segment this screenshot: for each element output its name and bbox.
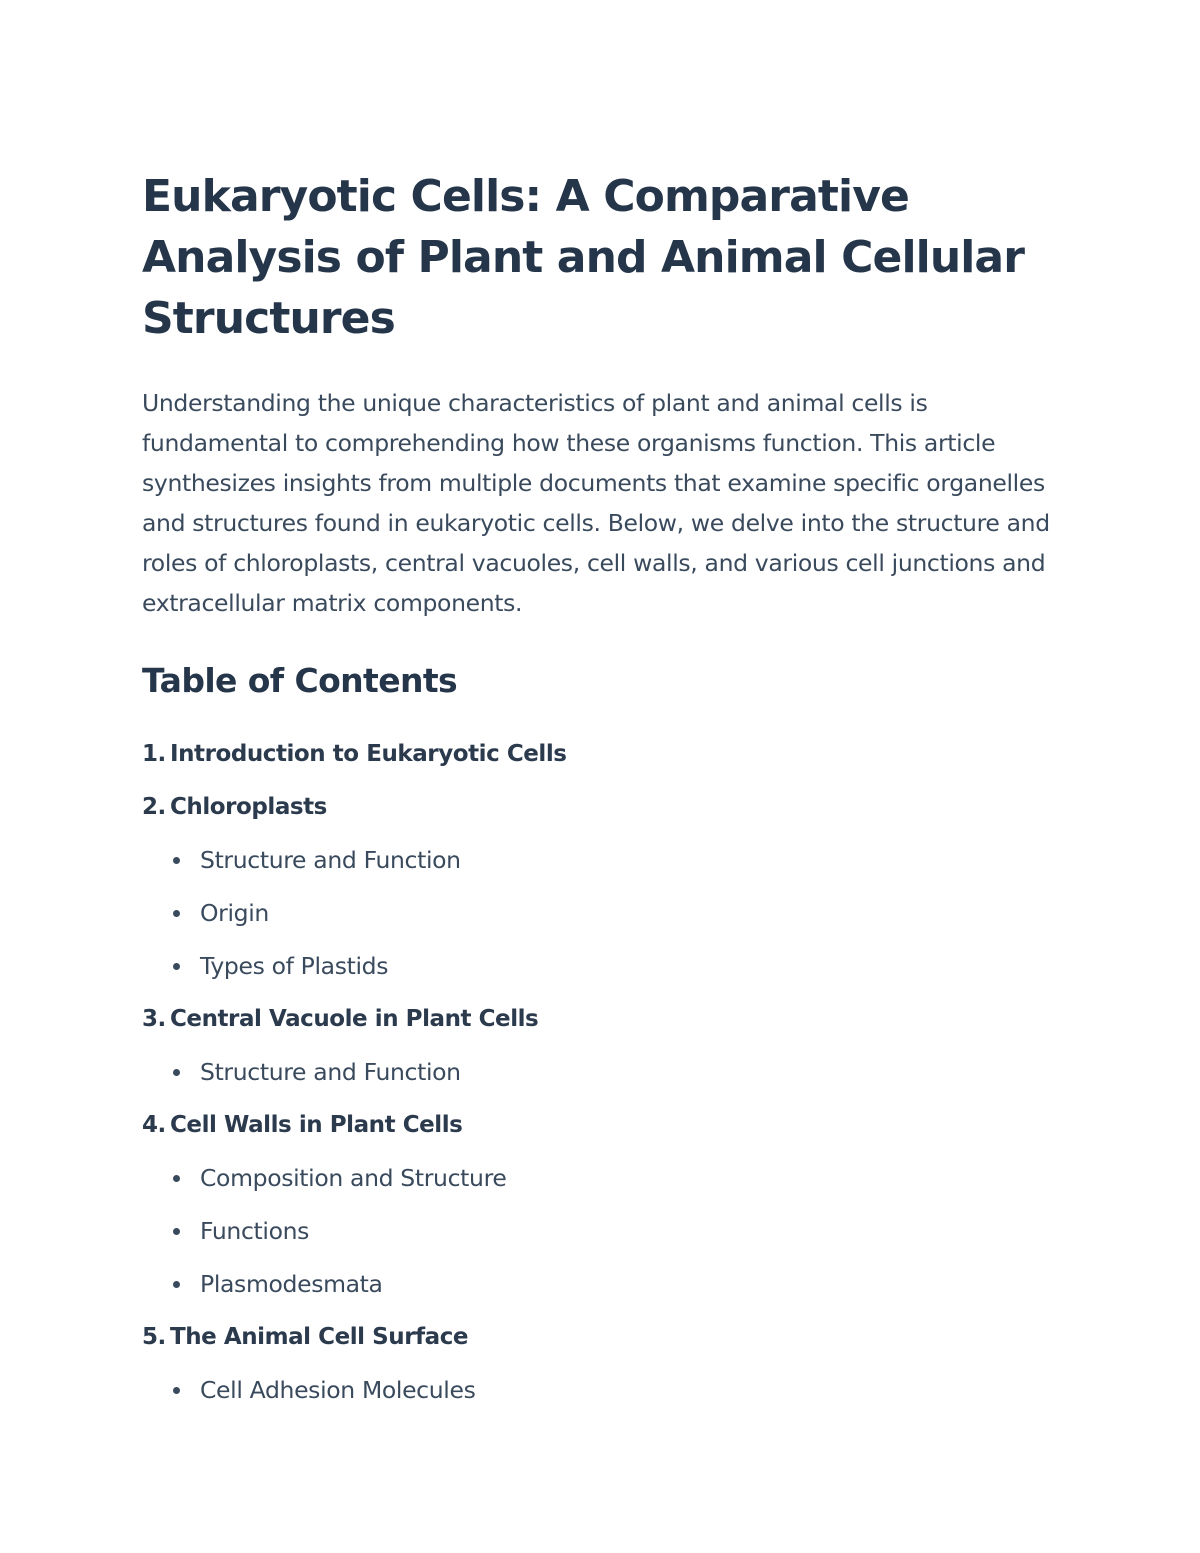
document-page: [142, 166, 1062, 1417]
toc-item-number: 5.: [142, 1324, 166, 1350]
toc-item-number: 4.: [142, 1112, 166, 1138]
bullet-icon: [173, 963, 180, 970]
toc-subitem: [142, 1152, 1062, 1205]
toc-item-row: [142, 728, 1062, 781]
toc-subitem: [142, 887, 1062, 940]
document-title: Eukaryotic Cells: A Comparative Analysis of Plant and Animal Cellular Structures: [142, 171, 1025, 344]
toc-sublist: [142, 834, 1062, 993]
toc-subitem-label: Cell Adhesion Molecules: [200, 1376, 476, 1404]
toc-item: [142, 781, 1062, 993]
toc-item-label: Chloroplasts: [170, 794, 327, 820]
toc-item-number: 1.: [142, 741, 166, 767]
toc-item-row: [142, 781, 1062, 834]
toc-item-label: The Animal Cell Surface: [170, 1324, 469, 1350]
bullet-icon: [173, 1175, 180, 1182]
bullet-icon: [173, 1069, 180, 1076]
toc-item-row: [142, 1099, 1062, 1152]
bullet-icon: [173, 1281, 180, 1288]
bullet-icon: [173, 857, 180, 864]
toc-subitem: [142, 1258, 1062, 1311]
toc-item: [142, 993, 1062, 1099]
toc-subitem: [142, 834, 1062, 887]
toc-heading: Table of Contents: [142, 661, 458, 700]
bullet-icon: [173, 1387, 180, 1394]
toc-item-label: Central Vacuole in Plant Cells: [170, 1006, 539, 1032]
toc-subitem-label: Structure and Function: [200, 846, 461, 874]
toc-item-row: [142, 993, 1062, 1046]
table-of-contents: [142, 728, 1062, 1417]
bullet-icon: [173, 910, 180, 917]
toc-subitem-label: Plasmodesmata: [200, 1270, 383, 1298]
toc-sublist: [142, 1046, 1062, 1099]
toc-item-label: Introduction to Eukaryotic Cells: [170, 741, 567, 767]
toc-item-number: 3.: [142, 1006, 166, 1032]
toc-subitem-label: Structure and Function: [200, 1058, 461, 1086]
toc-subitem: [142, 1046, 1062, 1099]
toc-subitem-label: Types of Plastids: [200, 952, 389, 980]
toc-item-label: Cell Walls in Plant Cells: [170, 1112, 463, 1138]
toc-sublist: [142, 1364, 1062, 1417]
toc-item: [142, 1311, 1062, 1417]
toc-item-row: [142, 1311, 1062, 1364]
bullet-icon: [173, 1228, 180, 1235]
toc-subitem-label: Composition and Structure: [200, 1164, 507, 1192]
toc-subitem-label: Origin: [200, 899, 269, 927]
toc-sublist: [142, 1152, 1062, 1311]
toc-subitem: [142, 1364, 1062, 1417]
toc-item: [142, 1099, 1062, 1311]
toc-subitem: [142, 1205, 1062, 1258]
toc-item-number: 2.: [142, 794, 166, 820]
toc-subitem: [142, 940, 1062, 993]
intro-paragraph: Understanding the unique characteristics of plant and animal cells is fundamental to comprehending how these organisms function. This article synthesizes insights from multiple documents that examine specific organelles and structures found in eukaryotic cells. Below, we delve into the structure and roles of chloroplasts, central vacuoles, cell walls, and various cell junctions and extracellular matrix components.: [142, 389, 1050, 617]
toc-subitem-label: Functions: [200, 1217, 310, 1245]
toc-item: [142, 728, 1062, 781]
